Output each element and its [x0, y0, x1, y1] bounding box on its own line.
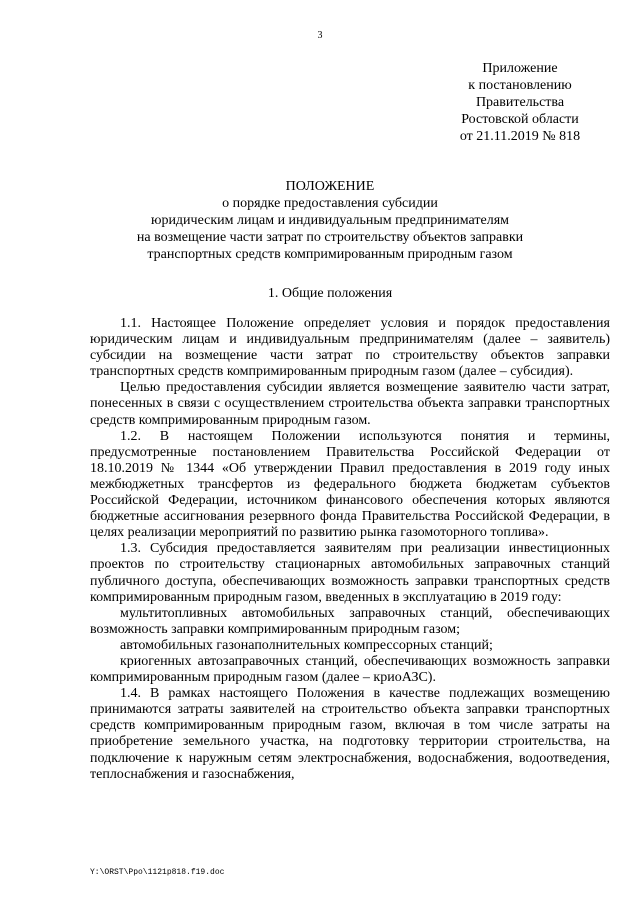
approval-line: от 21.11.2019 № 818 — [459, 129, 581, 144]
paragraph: 1.1. Настоящее Положение определяет условия и порядок предоставления юридическим лицам и индивидуальным предпринимателям (далее – заявитель) субсидии на возмещение части затрат по строительству объектов заправки транспортных средств компримированным природным газом (далее – субсидия). — [90, 316, 610, 380]
title-line: юридическим лицам и индивидуальным предпринимателям — [150, 213, 510, 228]
paragraph: Целью предоставления субсидии является возмещение заявителю части затрат, понесенных в связи с осуществлением строительства объекта заправки транспортных средств компримированным природным газом. — [90, 380, 610, 428]
title-heading: ПОЛОЖЕНИЕ — [285, 179, 375, 194]
document-title — [60, 178, 600, 263]
paragraph: 1.3. Субсидия предоставляется заявителям при реализации инвестиционных проектов по строительству стационарных автомобильных заправочных станций публичного доступа, обеспечивающих возможность заправки транспортных средств компримированным природным газом, введенных в эксплуатацию в 2019 году: — [90, 541, 610, 605]
paragraph: криогенных автозаправочных станций, обеспечивающих возможность заправки компримированным природным газом (далее – криоАЗС). — [90, 653, 610, 686]
file-path-footer: Y:\ORST\Ppo\1121p818.f19.doc — [90, 868, 225, 877]
section-heading: 1. Общие положения — [267, 286, 393, 301]
approval-stamp — [440, 60, 600, 145]
paragraph: мультитопливных автомобильных заправочных станций, обеспечивающих возможность заправки компримированным природным газом; — [90, 605, 610, 637]
paragraph: автомобильных газонаполнительных компрессорных станций; — [120, 637, 493, 653]
document-body — [90, 316, 610, 783]
approval-line: к постановлению — [468, 78, 572, 93]
approval-line: Ростовской области — [461, 112, 579, 127]
page-number: 3 — [317, 30, 323, 41]
paragraph: 1.2. В настоящем Положении используются понятия и термины, предусмотренные постановлением Правительства Российской Федерации от 18.10.2019 № 1344 «Об утверждении Правил предоставления в 2019 году иных межбюджетных трансфертов из федерального бюджета бюджетам субъектов Российской Федерации, источником финансового обеспечения которых являются бюджетные ассигнования резервного фонда Правительства Российской Федерации, в целях реализации мероприятий по развитию рынка газомоторного топлива». — [90, 428, 610, 541]
title-line: на возмещение части затрат по строительству объектов заправки — [136, 230, 524, 245]
approval-line: Приложение — [482, 61, 558, 76]
title-line: транспортных средств компримированным природным газом — [147, 247, 513, 262]
title-line: о порядке предоставления субсидии — [222, 196, 438, 211]
paragraph: 1.4. В рамках настоящего Положения в качестве подлежащих возмещению принимаются затраты заявителей на строительство объекта заправки транспортных средств компримированным природным газом, включая в том числе затраты на приобретение земельного участка, на подготовку территории строительства, на подключение к наружным сетям электроснабжения, водоснабжения, водоотведения, теплоснабжения и газоснабжения, — [90, 686, 610, 782]
approval-line: Правительства — [475, 95, 565, 110]
